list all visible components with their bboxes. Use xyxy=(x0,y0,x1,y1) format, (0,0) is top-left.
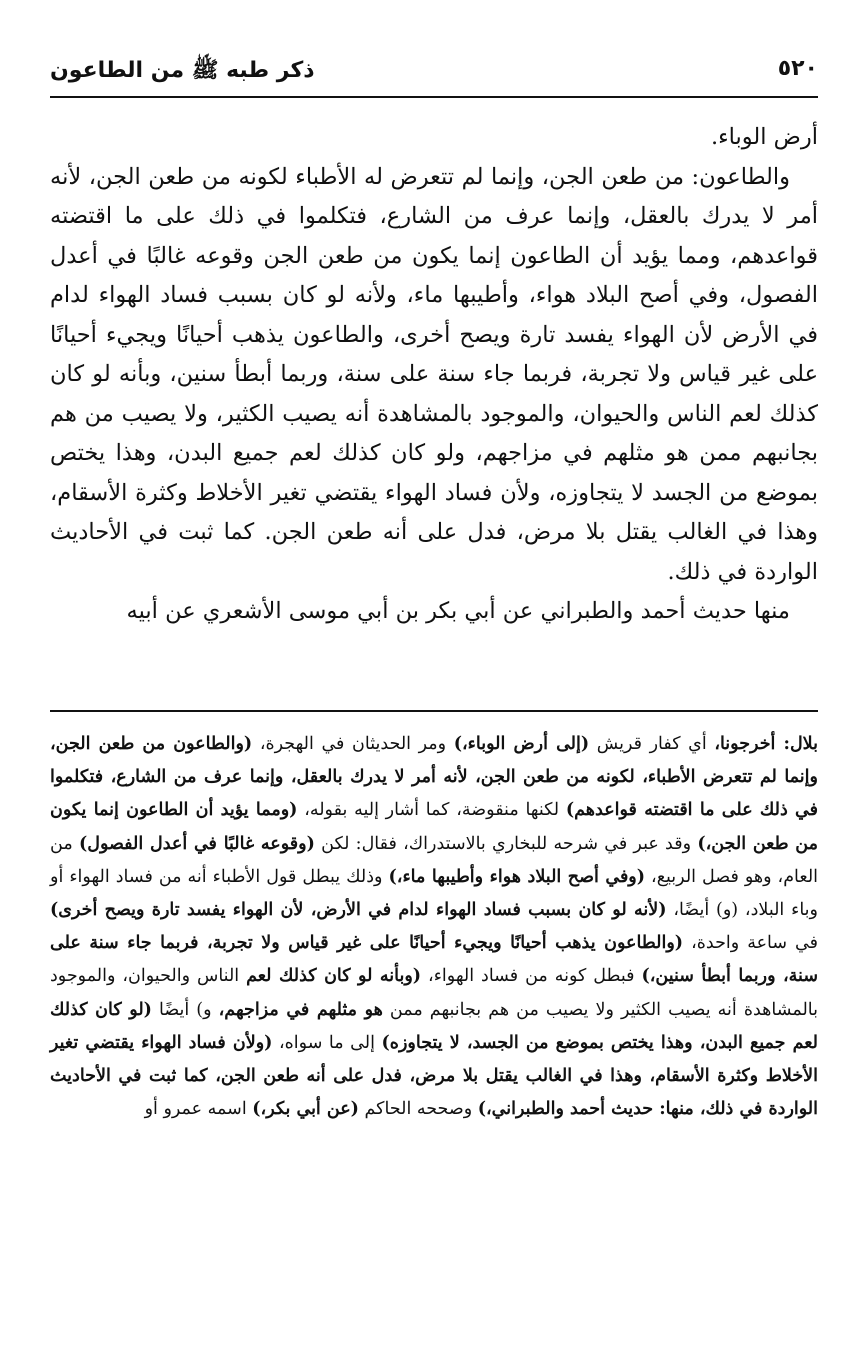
footnote-commentary: فبطل كونه من فساد الهواء، xyxy=(421,966,642,987)
footnote-commentary: اسمه عمرو أو xyxy=(144,1099,253,1120)
footnote-quoted-text: (ومما يؤيد أن الطاعون إنما يكون من طعن الجن،) xyxy=(50,800,818,854)
footnote-quoted-text: (ولأن فساد الهواء يقتضي تغير الأخلاط وكثرة الأسقام، وهذا في الغالب يقتل بلا مرض، فدل على أنه طعن الجن، كما ثبت في الأحاديث الواردة في ذلك، منها: حديث أحمد والطبراني،) xyxy=(50,1032,818,1120)
footnote-quoted-text: بلال: أخرجونا، xyxy=(714,734,818,754)
footnotes xyxy=(50,728,818,1126)
paragraph: منها حديث أحمد والطبراني عن أبي بكر بن أبي موسى الأشعري عن أبيه xyxy=(126,598,790,624)
footnote-quoted-text: (لو كان كذلك لعم جميع البدن، وهذا يختص بموضع من الجسد، لا يتجاوزه) xyxy=(50,999,818,1053)
paragraph: والطاعون: من طعن الجن، وإنما لم تتعرض له الأطباء لكونه من طعن الجن، لأنه أمر لا يدرك بالعقل، وإنما عرف من الشارع، فتكلموا في ذلك على ما اقتضته قواعدهم، ومما يؤيد أن الطاعون إنما يكون من طعن الجن وقوعه غالبًا في أعدل الفصول، وفي أصح البلاد هواء، وأطيبها ماء، ولأنه لو كان بسبب فساد الهواء لدام في الأرض لأن الهواء يفسد تارة ويصح أخرى، والطاعون يذهب أحيانًا ويجيء أحيانًا على غير قياس ولا تجربة، فربما جاء سنة على سنة، وربما أبطأ سنين، وبأنه لو كان كذلك لعم الناس والحيوان، والموجود بالمشاهدة أنه يصيب الكثير، ولا يصيب من هم بجانبهم ممن هو مثلهم في مزاجهم، ولو كان كذلك لعم جميع البدن، وهذا يختص بموضع من الجسد لا يتجاوزه، ولأن فساد الهواء يقتضي تغير الأخلاط وكثرة الأسقام، وهذا في الغالب يقتل بلا مرض، فدل على أنه طعن الجن. كما ثبت في الأحاديث الواردة في ذلك. xyxy=(50,163,818,585)
footnote-commentary: أي كفار قريش xyxy=(589,734,715,754)
footnote-commentary: و) أيضًا xyxy=(151,999,219,1020)
footnote-commentary: وذلك يبطل قول الأطباء أنه من فساد الهواء أو وباء البلاد، (و) أيضًا، xyxy=(50,866,818,921)
footnote-quoted-text: (والطاعون يذهب أحيانًا ويجيء أحيانًا على غير قياس ولا تجربة، فربما جاء سنة على سنة، وربما أبطأ سنين،) xyxy=(50,933,819,987)
footnote-quoted-text: (عن أبي بكر،) xyxy=(252,1099,359,1120)
footnote-quoted-text: (لأنه لو كان بسبب فساد الهواء لدام في الأرض، لأن الهواء يفسد تارة ويصح أخرى) xyxy=(50,900,667,921)
footnote-commentary: وصححه الحاكم xyxy=(358,1099,478,1120)
footnote-commentary: لكنها منقوضة، كما أشار إليه بقوله، xyxy=(297,800,566,821)
footnote-commentary: إلى ما سواه، xyxy=(272,1032,382,1053)
footnote-quoted-text: (وبأنه لو كان كذلك لعم xyxy=(246,966,422,987)
footnote-paragraph xyxy=(50,728,818,1126)
page-header xyxy=(50,54,818,98)
main-text xyxy=(50,118,818,632)
footnote-quoted-text: هو مثلهم في مزاجهم، xyxy=(218,999,383,1020)
footnote-commentary: الناس والحيوان، والموجود بالمشاهدة أنه يصيب الكثير ولا يصيب من هم بجانبهم ممن xyxy=(50,966,819,1020)
footnote-quoted-text: (والطاعون من طعن الجن، وإنما لم تتعرض الأطباء، لكونه من طعن الجن، لأنه أمر لا يدرك بالعقل، وإنما عرف من الشارع، فتكلموا في ذلك على ما اقتضته قواعدهم) xyxy=(50,734,819,821)
footnote-quoted-text: (وفي أصح البلاد هواء وأطيبها ماء،) xyxy=(388,866,646,887)
footnote-divider xyxy=(50,710,818,712)
running-title: ذكر طبه ﷺ من الطاعون xyxy=(50,58,315,83)
footnote-commentary: في ساعة واحدة، xyxy=(683,933,818,954)
paragraph: أرض الوباء. xyxy=(710,124,818,150)
footnote-quoted-text: (وقوعه غالبًا في أعدل الفصول) xyxy=(78,833,315,854)
page-number: ٥٢٠ xyxy=(777,56,818,81)
footnote-commentary: وقد عبر في شرحه للبخاري بالاستدراك، فقال: لكن xyxy=(314,833,698,854)
footnote-commentary: من العام، وهو فصل الربيع، xyxy=(50,833,819,887)
footnote-quoted-text: (إلى أرض الوباء،) xyxy=(453,734,590,754)
footnote-commentary: ومر الحديثان في الهجرة، xyxy=(252,734,454,754)
